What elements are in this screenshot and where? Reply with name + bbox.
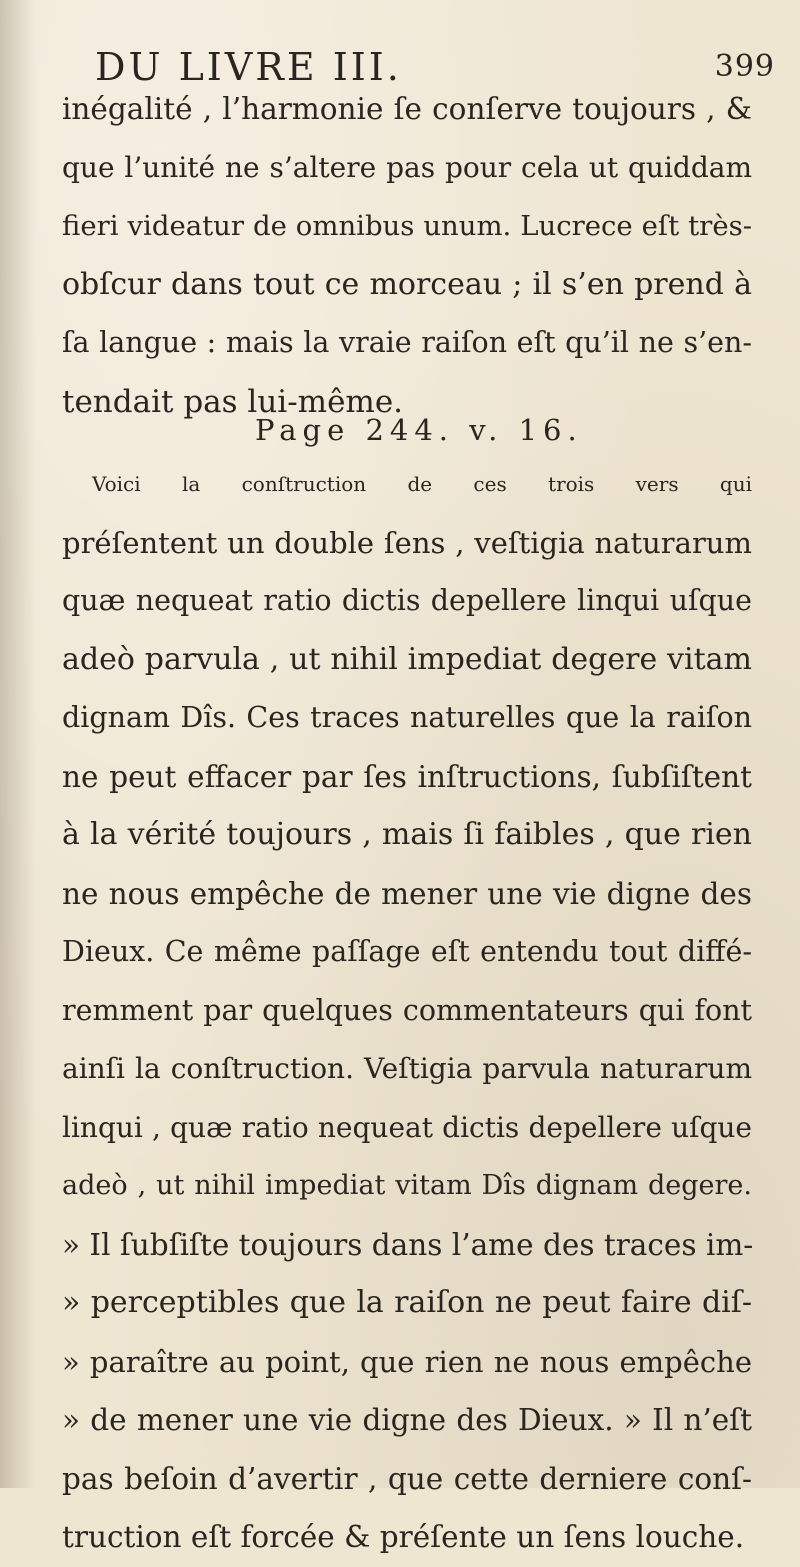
text-line: tendait pas lui-même. xyxy=(62,383,404,420)
text-line: remment par quelques commentateurs qui font xyxy=(62,993,752,1027)
text-line: que l’unité ne s’altere pas pour cela ut quiddam xyxy=(62,150,752,184)
text-line: ainſi la conſtruction. Veſtigia parvula naturarum xyxy=(62,1052,752,1085)
paragraph-2 xyxy=(62,455,752,1567)
text-line: truction eſt forcée & préſente un ſens louche. xyxy=(62,1520,745,1554)
text-line: ne nous empêche de mener une vie digne des xyxy=(62,876,752,911)
text-line: adeò , ut nihil impediat vitam Dîs dignam degere. xyxy=(62,1170,752,1201)
text-line: » de mener une vie digne des Dieux. » Il n’eſt xyxy=(62,1403,752,1437)
text-line: » paraître au point, que rien ne nous empêche xyxy=(62,1344,752,1379)
section-heading: Page 244. v. 16. xyxy=(255,413,583,447)
text-line: » Il ſubſiſte toujours dans l’ame des traces im- xyxy=(62,1227,754,1262)
gutter-shadow xyxy=(0,0,36,1488)
text-line: » perceptibles que la raiſon ne peut faire diſ- xyxy=(62,1285,752,1320)
text-line: ne peut effacer par ſes inſtructions, ſubſiſtent xyxy=(62,759,752,794)
text-line: fieri videatur de omnibus unum. Lucrece eſt très- xyxy=(62,210,752,242)
text-line: pas beſoin d’avertir , que cette derniere conſ- xyxy=(62,1461,752,1496)
text-line: ſa langue : mais la vraie raiſon eſt qu’il ne s’en- xyxy=(62,326,752,359)
text-line: linqui , quæ ratio nequeat dictis depellere uſque xyxy=(62,1110,752,1144)
text-line: dignam Dîs. Ces traces naturelles que la raiſon xyxy=(62,701,752,734)
text-line: obſcur dans tout ce morceau ; il s’en prend à xyxy=(62,266,752,302)
text-line: Dieux. Ce même paſſage eſt entendu tout diffé- xyxy=(62,935,752,968)
page-number: 399 xyxy=(714,49,775,84)
paragraph-1 xyxy=(62,80,752,431)
text-line: préſentent un double ſens , veſtigia naturarum xyxy=(62,525,752,560)
text-line: adeò parvula , ut nihil impediat degere vitam xyxy=(62,641,752,677)
text-line: inégalité , l’harmonie ſe conſerve toujours , & xyxy=(62,92,752,126)
text-line: à la vérité toujours , mais ſi faibles , que rien xyxy=(62,817,752,852)
text-line: quæ nequeat ratio dictis depellere linqui uſque xyxy=(62,584,752,617)
text-line: Voici la conſtruction de ces trois vers qui xyxy=(92,472,752,496)
running-head-title: DU LIVRE III. xyxy=(95,45,402,89)
